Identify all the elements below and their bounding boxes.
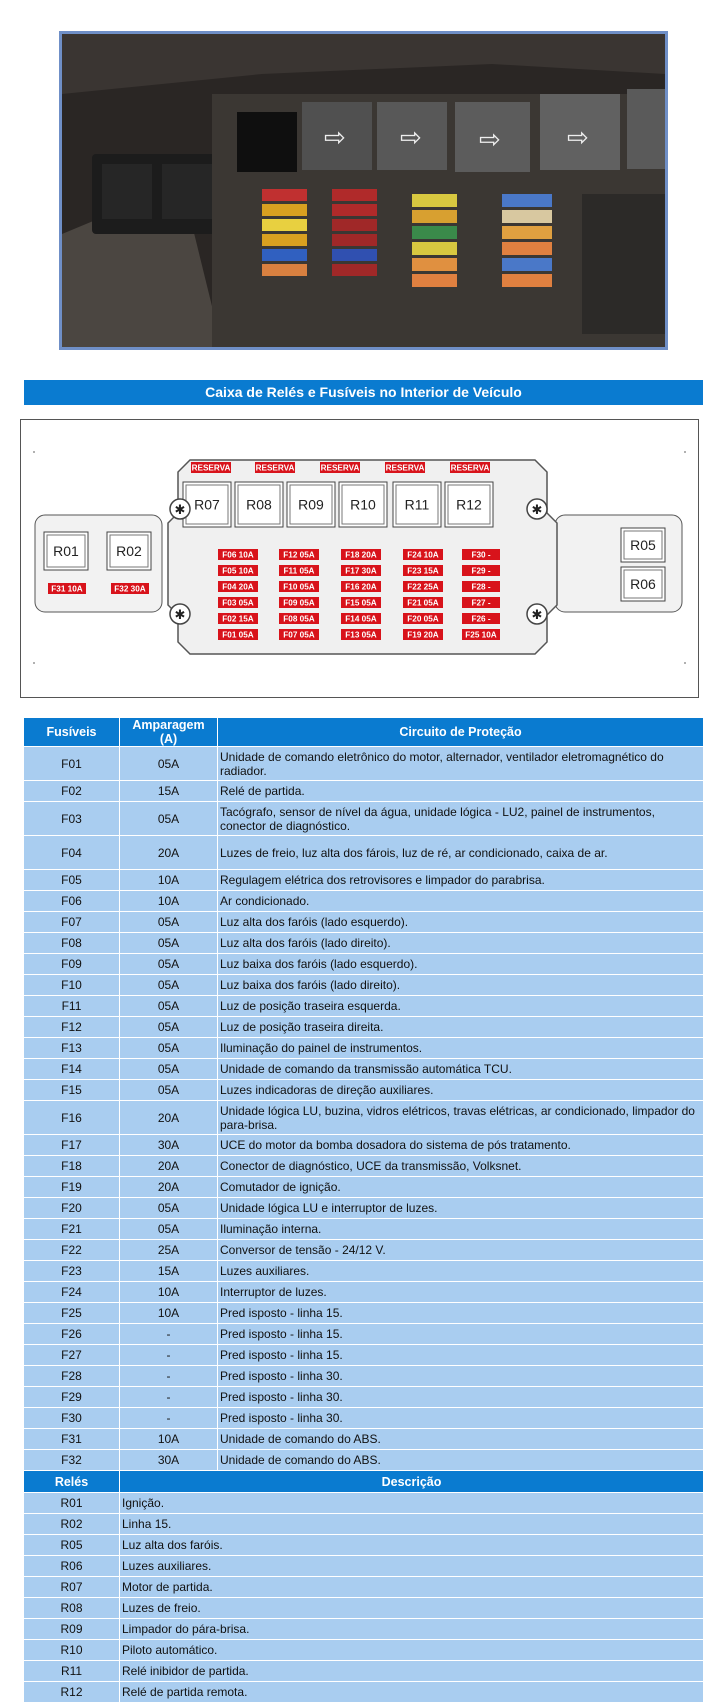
relay-description: Linha 15.: [120, 1514, 704, 1535]
fuse-box-photo-icon: [62, 34, 665, 347]
relay-id: R12: [24, 1682, 120, 1703]
relay-description: Relé inibidor de partida.: [120, 1661, 704, 1682]
relay-r09: R09: [298, 496, 324, 513]
relay-description: Luz alta dos faróis.: [120, 1535, 704, 1556]
relay-r01: R01: [53, 543, 79, 559]
fuse-amperage: 10A: [120, 870, 218, 891]
fuse-amperage: 30A: [120, 1450, 218, 1471]
reserve-label: RESERVA: [320, 463, 360, 473]
fuse-label: F30 -: [471, 550, 491, 560]
fuse-label: F12 05A: [283, 550, 315, 560]
fuse-circuit: Luz baixa dos faróis (lado direito).: [218, 975, 704, 996]
fuse-label: F23 15A: [407, 566, 439, 576]
table-row: [24, 1303, 704, 1324]
fuse-id: F26: [24, 1324, 120, 1345]
fuse-amperage: 05A: [120, 975, 218, 996]
fuse-label: F28 -: [471, 582, 491, 592]
fuse-amperage: 30A: [120, 1135, 218, 1156]
fuse-amperage: 20A: [120, 836, 218, 870]
table-row: [24, 1661, 704, 1682]
fuse-label: F26 -: [471, 614, 491, 624]
fuse-label: F07 05A: [283, 630, 315, 640]
table-row: [24, 1682, 704, 1703]
fuse-circuit: Pred isposto - linha 30.: [218, 1387, 704, 1408]
section-title: Caixa de Relés e Fusíveis no Interior de Veículo: [24, 380, 703, 405]
fuse-amperage: 25A: [120, 1240, 218, 1261]
fuse-box-diagram: [20, 419, 699, 698]
reserve-label: RESERVA: [255, 463, 295, 473]
relay-r02: R02: [116, 543, 142, 559]
fuse-amperage: 05A: [120, 1059, 218, 1080]
table-row: [24, 836, 704, 870]
fuse-amperage: 05A: [120, 1038, 218, 1059]
fuse-amperage: 10A: [120, 1303, 218, 1324]
fuse-amperage: 05A: [120, 996, 218, 1017]
relay-id: R11: [24, 1661, 120, 1682]
fuse-amperage: 05A: [120, 747, 218, 781]
fuse-label: F04 20A: [222, 582, 254, 592]
fuse-id: F03: [24, 802, 120, 836]
fuse-id: F01: [24, 747, 120, 781]
screw-icon-mark: ✱: [531, 503, 543, 518]
fuse-amperage: -: [120, 1345, 218, 1366]
relay-description: Ignição.: [120, 1493, 704, 1514]
fuse-amperage: -: [120, 1366, 218, 1387]
table-row: [24, 1514, 704, 1535]
fuse-label: F19 20A: [407, 630, 439, 640]
fuse-amperage: -: [120, 1387, 218, 1408]
fuse-amperage: 05A: [120, 1219, 218, 1240]
fuse-box-diagram-svg: [21, 420, 698, 697]
fuse-label: F31 10A: [51, 584, 83, 594]
reserve-label: RESERVA: [385, 463, 425, 473]
fuse-circuit: Pred isposto - linha 15.: [218, 1303, 704, 1324]
table-row: [24, 1038, 704, 1059]
fuse-label: F24 10A: [407, 550, 439, 560]
table-row: [24, 1408, 704, 1429]
fuse-id: F17: [24, 1135, 120, 1156]
fuse-label: F29 -: [471, 566, 491, 576]
fuse-circuit: Tacógrafo, sensor de nível da água, unidade lógica - LU2, painel de instrumentos, conector de diagnóstico.: [218, 802, 704, 836]
fuse-amperage: 20A: [120, 1101, 218, 1135]
fuse-id: F12: [24, 1017, 120, 1038]
fuse-circuit: Luz alta dos faróis (lado direito).: [218, 933, 704, 954]
relay-description: Motor de partida.: [120, 1577, 704, 1598]
table-row: [24, 1240, 704, 1261]
fuse-amperage: 10A: [120, 1282, 218, 1303]
relay-description: Relé de partida remota.: [120, 1682, 704, 1703]
fuse-circuit: Pred isposto - linha 30.: [218, 1366, 704, 1387]
description-header: Descrição: [120, 1471, 704, 1493]
relay-header: Relés: [24, 1471, 120, 1493]
fuse-label: F08 05A: [283, 614, 315, 624]
table-row: [24, 802, 704, 836]
fuse-circuit: Conector de diagnóstico, UCE da transmissão, Volksnet.: [218, 1156, 704, 1177]
fuse-id: F24: [24, 1282, 120, 1303]
fuse-header: Fusíveis: [24, 718, 120, 747]
table-row: [24, 912, 704, 933]
fuse-circuit: Unidade de comando da transmissão automática TCU.: [218, 1059, 704, 1080]
fuse-circuit: Luzes auxiliares.: [218, 1261, 704, 1282]
fuse-id: F29: [24, 1387, 120, 1408]
table-row: [24, 781, 704, 802]
fuse-amperage: -: [120, 1324, 218, 1345]
fuse-id: F22: [24, 1240, 120, 1261]
fuse-id: F06: [24, 891, 120, 912]
fuse-id: F05: [24, 870, 120, 891]
table-row: [24, 1387, 704, 1408]
screw-icon-mark: ✱: [174, 503, 186, 518]
fuse-id: F02: [24, 781, 120, 802]
fuse-amperage: 05A: [120, 1080, 218, 1101]
relay-r07: R07: [194, 496, 220, 513]
table-row: [24, 933, 704, 954]
relay-description: Luzes de freio.: [120, 1598, 704, 1619]
fuse-circuit: Unidade de comando eletrônico do motor, alternador, ventilador eletromagnético do radiador.: [218, 747, 704, 781]
table-row: [24, 1198, 704, 1219]
fuse-label: F09 05A: [283, 598, 315, 608]
table-row: [24, 1619, 704, 1640]
fuse-circuit: Ar condicionado.: [218, 891, 704, 912]
fuse-circuit: Regulagem elétrica dos retrovisores e limpador do parabrisa.: [218, 870, 704, 891]
fuse-label: F20 05A: [407, 614, 439, 624]
fuse-id: F27: [24, 1345, 120, 1366]
fuse-label: F18 20A: [345, 550, 377, 560]
fuse-amperage: 10A: [120, 1429, 218, 1450]
table-row: [24, 870, 704, 891]
fuse-id: F32: [24, 1450, 120, 1471]
fuse-amperage: 05A: [120, 954, 218, 975]
relay-description: Limpador do pára-brisa.: [120, 1619, 704, 1640]
fuse-circuit: Unidade de comando do ABS.: [218, 1450, 704, 1471]
relay-id: R10: [24, 1640, 120, 1661]
fuse-label: F11 05A: [283, 566, 315, 576]
fuse-circuit: UCE do motor da bomba dosadora do sistema de pós tratamento.: [218, 1135, 704, 1156]
relay-id: R02: [24, 1514, 120, 1535]
fuse-amperage: 05A: [120, 912, 218, 933]
relay-r08: R08: [246, 496, 272, 513]
fuse-circuit: Luz de posição traseira esquerda.: [218, 996, 704, 1017]
fuse-amperage: 15A: [120, 781, 218, 802]
table-row: [24, 1017, 704, 1038]
fuse-id: F30: [24, 1408, 120, 1429]
fuse-id: F08: [24, 933, 120, 954]
svg-text:⇨: ⇨: [567, 122, 589, 152]
fuse-circuit: Iluminação interna.: [218, 1219, 704, 1240]
table-row: [24, 1366, 704, 1387]
fuse-amperage: 15A: [120, 1261, 218, 1282]
fuse-id: F14: [24, 1059, 120, 1080]
fuse-id: F19: [24, 1177, 120, 1198]
table-row: [24, 1535, 704, 1556]
relay-id: R06: [24, 1556, 120, 1577]
table-row: [24, 1101, 704, 1135]
fuse-amperage: 20A: [120, 1156, 218, 1177]
fuse-id: F15: [24, 1080, 120, 1101]
table-row: [24, 891, 704, 912]
screw-icon-mark: ✱: [174, 608, 186, 623]
fuse-circuit: Relé de partida.: [218, 781, 704, 802]
relay-r10: R10: [350, 496, 376, 513]
fuse-circuit: Iluminação do painel de instrumentos.: [218, 1038, 704, 1059]
table-row: [24, 1556, 704, 1577]
fuse-label: F15 05A: [345, 598, 377, 608]
table-row: [24, 1450, 704, 1471]
relay-id: R01: [24, 1493, 120, 1514]
fuse-circuit: Conversor de tensão - 24/12 V.: [218, 1240, 704, 1261]
fuse-circuit: Luz de posição traseira direita.: [218, 1017, 704, 1038]
fuse-circuit: Luz baixa dos faróis (lado esquerdo).: [218, 954, 704, 975]
table-row: [24, 996, 704, 1017]
svg-text:⇨: ⇨: [324, 122, 346, 152]
fuse-circuit: Pred isposto - linha 30.: [218, 1408, 704, 1429]
reserve-label: RESERVA: [191, 463, 231, 473]
fuse-circuit: Comutador de ignição.: [218, 1177, 704, 1198]
table-row: [24, 747, 704, 781]
table-row: [24, 975, 704, 996]
reserve-label: RESERVA: [450, 463, 490, 473]
fuse-amperage: 05A: [120, 802, 218, 836]
table-row: [24, 1059, 704, 1080]
relay-r06: R06: [630, 576, 656, 592]
fuse-table: [24, 718, 704, 1703]
fuse-circuit: Pred isposto - linha 15.: [218, 1345, 704, 1366]
fuse-amperage: 05A: [120, 933, 218, 954]
fuse-circuit: Pred isposto - linha 15.: [218, 1324, 704, 1345]
fuse-id: F28: [24, 1366, 120, 1387]
fuse-label: F10 05A: [283, 582, 315, 592]
table-row: [24, 1324, 704, 1345]
fuse-label: F14 05A: [345, 614, 377, 624]
fuse-circuit: Luzes de freio, luz alta dos fárois, luz de ré, ar condicionado, caixa de ar.: [218, 836, 704, 870]
fuse-label: F21 05A: [407, 598, 439, 608]
table-row: [24, 1177, 704, 1198]
fuse-label: F05 10A: [222, 566, 254, 576]
fuse-circuit: Luz alta dos faróis (lado esquerdo).: [218, 912, 704, 933]
fuse-id: F11: [24, 996, 120, 1017]
fuse-id: F04: [24, 836, 120, 870]
relay-r12: R12: [456, 496, 482, 513]
svg-text:⇨: ⇨: [479, 124, 501, 154]
fuse-id: F31: [24, 1429, 120, 1450]
fuse-amperage: -: [120, 1408, 218, 1429]
fuse-circuit: Luzes indicadoras de direção auxiliares.: [218, 1080, 704, 1101]
fuse-id: F21: [24, 1219, 120, 1240]
svg-text:⇨: ⇨: [400, 122, 422, 152]
fuse-amperage: 05A: [120, 1198, 218, 1219]
relay-id: R09: [24, 1619, 120, 1640]
fuse-circuit: Unidade lógica LU, buzina, vidros elétricos, travas elétricas, ar condicionado, limpador do para-brisa.: [218, 1101, 704, 1135]
fuse-label: F03 05A: [222, 598, 254, 608]
circuit-header: Circuito de Proteção: [218, 718, 704, 747]
fuse-id: F16: [24, 1101, 120, 1135]
table-row: [24, 1080, 704, 1101]
fuse-id: F25: [24, 1303, 120, 1324]
screw-icon-mark: ✱: [531, 608, 543, 623]
table-row: [24, 1598, 704, 1619]
table-row: [24, 1577, 704, 1598]
table-row: [24, 1219, 704, 1240]
fuse-id: F07: [24, 912, 120, 933]
fuse-label: F16 20A: [345, 582, 377, 592]
table-row: [24, 1640, 704, 1661]
table-row: [24, 1493, 704, 1514]
fuse-amperage: 05A: [120, 1017, 218, 1038]
fuse-id: F09: [24, 954, 120, 975]
fuse-label: F22 25A: [407, 582, 439, 592]
fuse-label: F02 15A: [222, 614, 254, 624]
fuse-label: F27 -: [471, 598, 491, 608]
fuse-amperage: 20A: [120, 1177, 218, 1198]
amperage-header: Amparagem (A): [120, 718, 218, 747]
relay-id: R07: [24, 1577, 120, 1598]
fuse-id: F18: [24, 1156, 120, 1177]
table-row: [24, 1135, 704, 1156]
fuse-label: F32 30A: [114, 584, 146, 594]
fuse-relay-tables: [24, 718, 704, 1703]
fuse-id: F10: [24, 975, 120, 996]
fuse-circuit: Interruptor de luzes.: [218, 1282, 704, 1303]
fuse-label: F17 30A: [345, 566, 377, 576]
table-row: [24, 1261, 704, 1282]
fuse-id: F23: [24, 1261, 120, 1282]
relay-r05: R05: [630, 537, 656, 553]
relay-id: R08: [24, 1598, 120, 1619]
relay-id: R05: [24, 1535, 120, 1556]
table-row: [24, 1345, 704, 1366]
fuse-label: F01 05A: [222, 630, 254, 640]
fuse-label: F06 10A: [222, 550, 254, 560]
fuse-label: F13 05A: [345, 630, 377, 640]
fuse-amperage: 10A: [120, 891, 218, 912]
table-row: [24, 954, 704, 975]
fuse-circuit: Unidade de comando do ABS.: [218, 1429, 704, 1450]
table-row: [24, 1429, 704, 1450]
relay-r11: R11: [404, 496, 430, 513]
relay-description: Luzes auxiliares.: [120, 1556, 704, 1577]
fuse-label: F25 10A: [465, 630, 497, 640]
table-row: [24, 1282, 704, 1303]
fuse-circuit: Unidade lógica LU e interruptor de luzes.: [218, 1198, 704, 1219]
fuse-id: F13: [24, 1038, 120, 1059]
table-row: [24, 1156, 704, 1177]
fuse-box-photo: [59, 31, 668, 350]
fuse-id: F20: [24, 1198, 120, 1219]
relay-description: Piloto automático.: [120, 1640, 704, 1661]
